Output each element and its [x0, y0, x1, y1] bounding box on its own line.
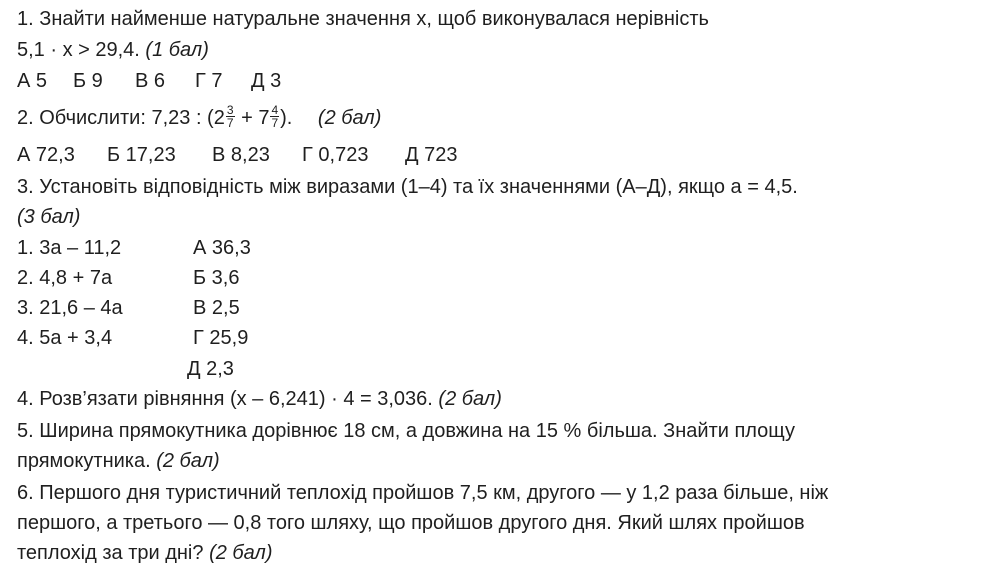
q5-text-line2 — [17, 447, 220, 475]
q3-expression-4: 4. 5а + 3,4 — [17, 327, 113, 349]
q1-option-b: Б 9 — [73, 70, 103, 92]
q3-expression-3: 3. 21,6 – 4а — [17, 297, 123, 319]
q2-option-a: А 72,3 — [17, 144, 75, 166]
q6-text-line3 — [17, 539, 273, 567]
q3-text-line1: 3. Установіть відповідність між виразами (1–4) та їх значеннями (А–Д), якщо а = 4,5. — [17, 176, 798, 198]
q1-options — [17, 67, 281, 95]
q1-points: (1 бал) — [145, 39, 209, 61]
q5-points: (2 бал) — [156, 450, 220, 472]
q3-value-c: В 2,5 — [193, 297, 240, 319]
q2-option-c: В 8,23 — [212, 144, 270, 166]
q5-text-end: прямокутника. — [17, 450, 151, 472]
q2-fraction-2-denominator: 7 — [271, 116, 279, 131]
q4-text — [17, 385, 502, 413]
q2-mid: + 7 — [235, 107, 270, 129]
q3-value-a: А 36,3 — [193, 237, 251, 259]
q2-option-b: Б 17,23 — [107, 144, 176, 166]
q1-text-line2 — [17, 36, 209, 64]
q3-value-e: Д 2,3 — [187, 358, 234, 380]
q1-option-e: Д 3 — [251, 70, 282, 92]
q6-text-line2: першого, а третього — 0,8 того шляху, що пройшов другого дня. Який шлях пройшов — [17, 512, 805, 534]
q2-suffix: ). — [280, 107, 293, 129]
q3-value-b: Б 3,6 — [193, 267, 240, 289]
q3-expression-1: 1. 3а – 11,2 — [17, 237, 122, 259]
q2-option-e: Д 723 — [405, 144, 458, 166]
q6-text-end: теплохід за три дні? — [17, 542, 204, 564]
q2-fraction-1 — [226, 104, 235, 129]
q6-points: (2 бал) — [209, 542, 273, 564]
q2-prefix: 2. Обчислити: 7,23 : (2 — [17, 107, 225, 129]
q4-points: (2 бал) — [438, 388, 502, 410]
q2-options — [17, 141, 457, 169]
q5-text-line1: 5. Ширина прямокутника дорівнює 18 см, а довжина на 15 % більша. Знайти площу — [17, 420, 795, 442]
q1-option-c: В 6 — [135, 70, 166, 92]
q2-points: (2 бал) — [317, 107, 382, 129]
q2-text — [17, 101, 381, 135]
q2-option-d: Г 0,723 — [302, 144, 369, 166]
q1-inequality: 5,1 · х > 29,4. — [17, 39, 140, 61]
q3-value-d: Г 25,9 — [193, 327, 249, 349]
q2-fraction-2-numerator: 4 — [271, 103, 279, 118]
q2-fraction-2 — [270, 104, 279, 129]
q3-expression-2: 2. 4,8 + 7а — [17, 267, 113, 289]
q6-text-line1: 6. Першого дня туристичний теплохід пройшов 7,5 км, другого — у 1,2 раза більше, ніж — [17, 482, 829, 504]
q2-fraction-1-denominator: 7 — [226, 116, 234, 131]
q3-points: (3 бал) — [17, 206, 81, 228]
q1-text-line1: 1. Знайти найменше натуральне значення х, щоб виконувалася нерівність — [17, 8, 709, 30]
q2-fraction-1-numerator: 3 — [226, 103, 234, 118]
q1-option-d: Г 7 — [195, 70, 223, 92]
q1-option-a: А 5 — [17, 70, 48, 92]
q4-equation: 4. Розв’язати рівняння (х – 6,241) · 4 = 3,036. — [17, 388, 433, 410]
